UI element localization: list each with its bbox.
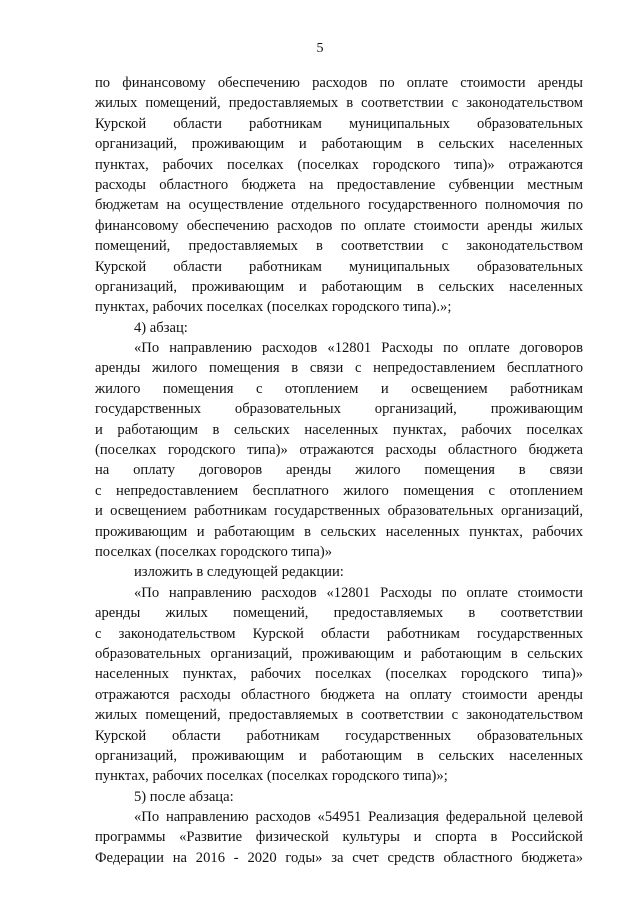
text-line: на оплату договоров аренды жилого помещения в связи	[95, 462, 583, 479]
text-line: Курской области работникам муниципальных образовательных	[95, 115, 583, 132]
text-line: финансовому обеспечению расходов по оплате стоимости аренды жилых	[95, 217, 583, 234]
text-line: по финансовому обеспечению расходов по оплате стоимости аренды	[95, 75, 583, 91]
text-line: аренды жилых помещений, предоставляемых в соответствии	[95, 605, 583, 622]
page-number: 5	[316, 41, 324, 56]
text-line: с непредоставлением бесплатного жилого помещения с отоплением	[95, 482, 583, 499]
text-line: пунктах, рабочих поселках (поселках городского типа)» отражаются	[95, 156, 583, 173]
text-line: Курской области работникам государственных образовательных	[95, 727, 583, 744]
text-line: организаций, проживающим и работающим в сельских населенных	[95, 747, 583, 764]
text-line: жилых помещений, предоставляемых в соответствии с законодательством	[95, 707, 583, 724]
text-line: с законодательством Курской области работникам государственных	[95, 625, 583, 642]
text-line: пунктах, рабочих поселках (поселках городского типа)»;	[95, 768, 448, 785]
text-line: жилых помещений, предоставляемых в соответствии с законодательством	[95, 95, 583, 112]
text-line: 4) абзац:	[134, 319, 188, 336]
text-line: организаций, проживающим и работающим в сельских населенных	[95, 136, 583, 153]
text-line: проживающим и работающим в сельских населенных пунктах, рабочих	[95, 523, 583, 540]
text-line: Курской области работникам муниципальных образовательных	[95, 258, 583, 275]
text-line: (поселках городского типа)» отражаются расходы областного бюджета	[95, 442, 583, 459]
text-line: помещений, предоставляемых в соответствии с законодательством	[95, 238, 583, 255]
text-line: населенных пунктах, рабочих поселках (поселках городского типа)»	[95, 666, 583, 683]
text-line: поселках (поселках городского типа)»	[95, 543, 333, 560]
text-line: отражаются расходы областного бюджета на оплату стоимости аренды	[95, 686, 583, 703]
text-line: государственных образовательных организаций, проживающим	[95, 401, 583, 418]
text-line: расходы областного бюджета на предоставление субвенции местным	[95, 176, 583, 193]
text-line: «По направлению расходов «12801 Расходы по оплате договоров	[134, 340, 583, 357]
text-line: Федерации на 2016 - 2020 годы» за счет средств областного бюджета»	[95, 849, 583, 866]
text-line: «По направлению расходов «54951 Реализация федеральной целевой	[134, 809, 583, 826]
text-line: пунктах, рабочих поселках (поселках городского типа).»;	[95, 299, 452, 316]
text-line: 5) после абзаца:	[134, 788, 234, 805]
text-line: программы «Развитие физической культуры и спорта в Российской	[95, 829, 583, 846]
text-line: образовательных организаций, проживающим и работающим в сельских	[95, 645, 583, 662]
text-line: изложить в следующей редакции:	[134, 564, 344, 581]
text-line: и работающим в сельских населенных пунктах, рабочих поселках	[95, 421, 583, 438]
document-body	[95, 73, 583, 868]
text-line: и освещением работникам государственных образовательных организаций,	[95, 503, 583, 520]
text-line: аренды жилого помещения в связи с непредоставлением бесплатного	[95, 360, 583, 377]
text-line: организаций, проживающим и работающим в сельских населенных	[95, 278, 583, 295]
text-line: бюджетам на осуществление отдельного государственного полномочия по	[95, 197, 583, 214]
text-line: жилого помещения с отоплением и освещением работникам	[95, 380, 583, 397]
text-line: «По направлению расходов «12801 Расходы по оплате стоимости	[134, 584, 583, 601]
